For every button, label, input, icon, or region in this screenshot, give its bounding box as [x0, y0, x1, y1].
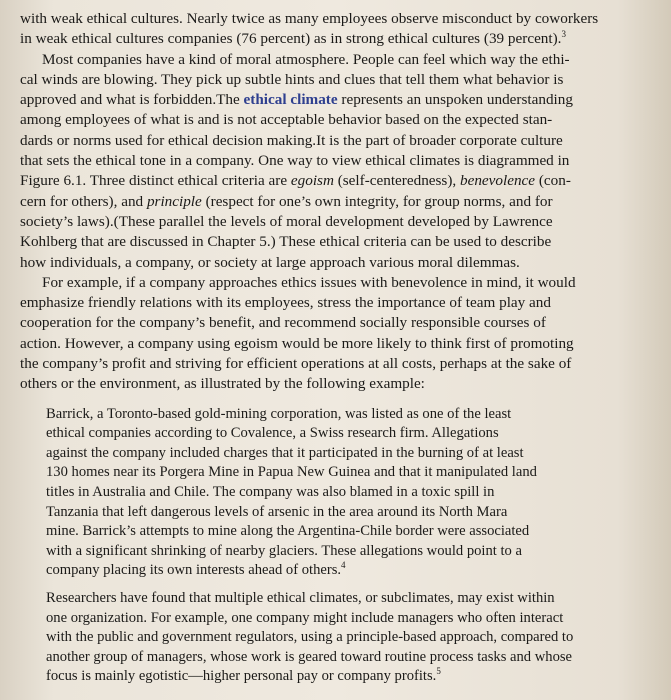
text-line: another group of managers, whose work is geared toward routine process tasks and whose	[46, 648, 573, 665]
term-egoism: egoism	[290, 172, 334, 190]
quote-line: against the company included charges that it participated in the burning of at least	[46, 444, 524, 461]
quote-line: Barrick, a Toronto-based gold-mining corporation, was listed as one of the least	[46, 405, 512, 422]
quote-line: 130 homes near its Porgera Mine in Papua New Guinea and that it manipulated land	[46, 464, 537, 481]
text-line	[20, 90, 657, 110]
text-line: Researchers have found that multiple ethical climates, or subclimates, may exist within	[46, 589, 555, 606]
quote-line	[46, 561, 657, 581]
text-span: dards or norms used for ethical decision making.	[20, 131, 317, 149]
text-span: It is the part of broader corporate culture	[316, 131, 563, 149]
text-span: (self-centeredness),	[333, 172, 460, 190]
text-line: the company’s profit and striving for efficient operations at all costs, perhaps at the sake of	[20, 355, 572, 373]
text-line: For example, if a company approaches ethics issues with benevolence in mind, it would	[42, 273, 576, 291]
footnote-marker: 4	[341, 561, 346, 571]
text-span: in weak ethical cultures companies (76 percent) as in strong ethical cultures (39 percent).	[20, 30, 562, 48]
text-span: represents an unspoken understanding	[337, 91, 573, 109]
text-line	[46, 667, 657, 687]
text-line: with weak ethical cultures. Nearly twice as many employees observe misconduct by coworkers	[20, 10, 599, 27]
text-line	[20, 212, 657, 232]
text-span: (con-	[535, 172, 571, 190]
text-line: that sets the ethical tone in a company. One way to view ethical climates is diagrammed in	[20, 152, 570, 170]
text-line	[20, 171, 657, 191]
text-span: cern for others), and	[20, 192, 147, 210]
text-line: cooperation for the company’s benefit, and recommend socially responsible courses of	[20, 314, 546, 332]
text-line: among employees of what is and is not acceptable behavior based on the expected stan-	[20, 111, 553, 129]
quote-line: titles in Australia and Chile. The company was also blamed in a toxic spill in	[46, 484, 495, 501]
paragraph-subclimates	[20, 589, 657, 687]
quote-line: with a significant shrinking of nearby glaciers. These allegations would point to a	[46, 542, 522, 559]
text-line: how individuals, a company, or society at large approach various moral dilemmas.	[20, 253, 520, 271]
term-benevolence: benevolence	[460, 172, 536, 190]
text-span: focus is mainly egotistic—higher personal pay or company profits.	[46, 668, 437, 685]
text-line: cal winds are blowing. They pick up subtle hints and clues that tell them what behavior is	[20, 70, 564, 88]
text-line	[20, 29, 657, 49]
term-principle: principle	[146, 192, 202, 210]
quote-line: Tanzania that left dangerous levels of arsenic in the area around its North Mara	[46, 503, 508, 520]
text-line	[20, 192, 657, 212]
paragraph-weak-cultures	[20, 9, 657, 50]
text-span: (These parallel the levels of moral development developed by Lawrence	[113, 212, 553, 230]
footnote-marker: 5	[436, 667, 441, 677]
quote-line: mine. Barrick’s attempts to mine along the Argentina-Chile border were associated	[46, 523, 530, 540]
text-line: Most companies have a kind of moral atmosphere. People can feel which way the ethi-	[42, 50, 570, 68]
footnote-marker: 3	[561, 29, 566, 40]
text-line: action. However, a company using egoism would be more likely to think first of promoting	[20, 334, 574, 352]
text-line: emphasize friendly relations with its employees, stress the importance of team play and	[20, 294, 551, 312]
text-span: The	[216, 91, 244, 109]
text-line: one organization. For example, one company might include managers who often interact	[46, 609, 564, 626]
text-line	[20, 131, 657, 151]
barrick-example-blockquote	[20, 405, 657, 581]
text-span: (respect for one’s own integrity, for group norms, and for	[201, 192, 553, 210]
text-span: company placing its own interests ahead of others.	[46, 562, 342, 579]
text-span: society’s laws).	[20, 212, 114, 230]
paragraph-benevolence-example	[20, 273, 657, 395]
text-line: Kohlberg that are discussed in Chapter 5.) These ethical criteria can be used to describe	[20, 233, 552, 251]
text-span: Figure 6.1. Three distinct ethical criteria are	[20, 172, 291, 190]
quote-line: ethical companies according to Covalence, a Swiss research firm. Allegations	[46, 425, 499, 442]
text-span: approved and what is forbidden.	[20, 91, 217, 109]
key-term-ethical-climate: ethical climate	[243, 91, 338, 109]
paragraph-ethical-climate	[20, 50, 657, 273]
text-line: others or the environment, as illustrated by the following example:	[20, 375, 425, 393]
text-line: with the public and government regulators, using a principle-based approach, compared to	[46, 629, 574, 646]
